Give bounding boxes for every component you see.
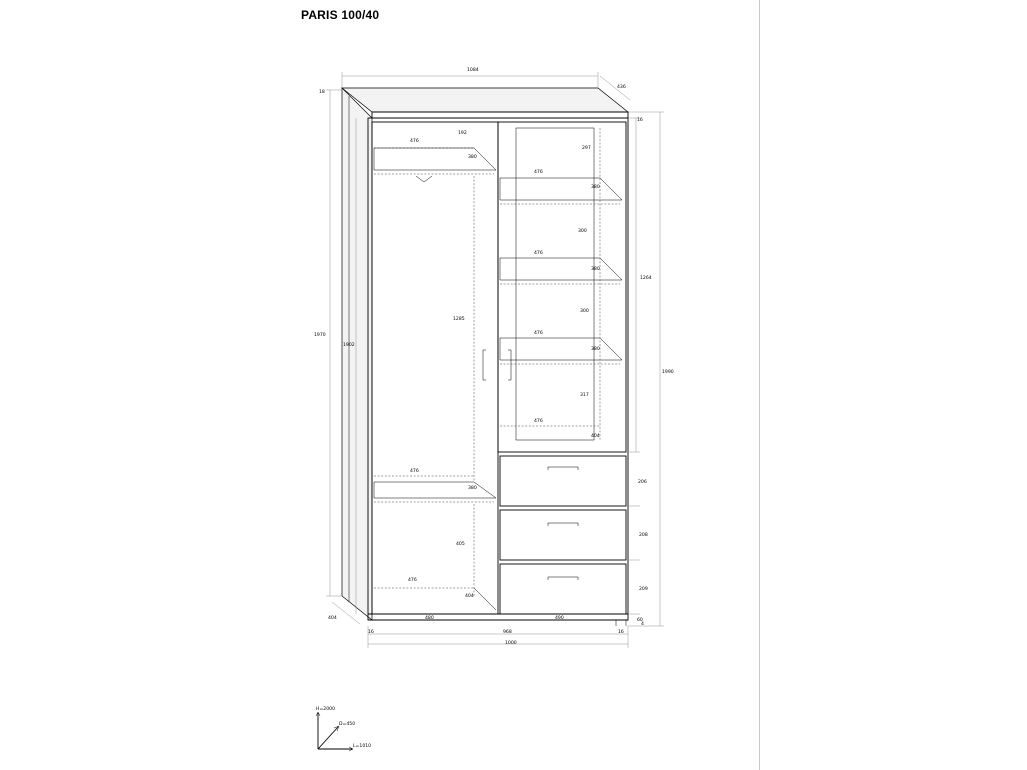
label-left-lower-height: 405 [456, 542, 465, 547]
label-left-mid-shelf-depth: 380 [468, 486, 477, 491]
label-glass-height: 1264 [640, 276, 652, 281]
left-top-shelf [374, 148, 496, 170]
top-panel-front [372, 112, 628, 118]
label-outer-width: 1000 [505, 641, 517, 646]
label-left-bottom-offset: 16 [368, 630, 374, 635]
label-drawer-1-height: 206 [638, 480, 647, 485]
label-left-bottom-shelf-depth: 404 [465, 594, 474, 599]
label-top-depth: 436 [617, 85, 626, 90]
label-axis-height: H=2000 [316, 707, 335, 712]
drawer-2-handle [548, 523, 578, 526]
label-left-top-shelf-depth: 380 [468, 155, 477, 160]
left-door [372, 122, 498, 614]
label-left-hanging-height: 1285 [453, 317, 465, 322]
label-left-half-width: 480 [425, 616, 434, 621]
label-right-shelf-4-depth: 404 [591, 434, 600, 439]
label-drawer-3-height: 209 [639, 587, 648, 592]
label-axis-depth: D=450 [339, 722, 356, 727]
top-panel [342, 88, 628, 112]
left-bottom-diagonal [474, 588, 496, 610]
label-total-height-left: 1970 [314, 333, 326, 338]
label-left-bottom-shelf-width: 476 [408, 578, 417, 583]
right-shelf-3 [500, 338, 622, 360]
right-shelf-1 [500, 178, 622, 200]
label-right-gap-2: 300 [578, 229, 587, 234]
drawer-3 [500, 564, 626, 614]
label-right-shelf-2-depth: 380 [591, 267, 600, 272]
left-door-handle [483, 350, 486, 380]
glass-door-handle [508, 350, 511, 380]
drawer-1 [500, 456, 626, 506]
label-bottom-depth: 404 [328, 616, 337, 621]
drawer-1-handle [548, 467, 578, 470]
label-right-shelf-3-width: 476 [534, 331, 543, 336]
label-left-mid-shelf-width: 476 [410, 469, 419, 474]
label-left-top-gap: 192 [458, 131, 467, 136]
label-right-shelf-1-width: 476 [534, 170, 543, 175]
label-right-shelf-1-depth: 380 [591, 185, 600, 190]
glass-door [498, 122, 626, 452]
label-right-shelf-3-depth: 380 [591, 347, 600, 352]
label-right-shelf-2-width: 476 [534, 251, 543, 256]
label-top-width: 1084 [467, 68, 479, 73]
drawer-2 [500, 510, 626, 560]
label-right-half-width: 490 [555, 616, 564, 621]
label-drawer-2-height: 208 [639, 533, 648, 538]
label-plinth-extra: 4 [641, 622, 644, 627]
label-plinth-height: 60 [637, 618, 643, 623]
label-axis-length: L=1010 [353, 744, 372, 749]
label-top-thickness: 18 [319, 90, 325, 95]
right-shelf-2 [500, 258, 622, 280]
label-left-top-shelf-width: 476 [410, 139, 419, 144]
product-title: PARIS 100/40 [301, 8, 380, 22]
label-inner-height: 1902 [343, 343, 355, 348]
left-side-panel [342, 88, 372, 620]
label-total-height-right: 1990 [662, 370, 674, 375]
hanger-rail [416, 176, 432, 182]
drawer-3-handle [548, 577, 578, 580]
label-inner-width: 968 [503, 630, 512, 635]
left-mid-shelf [374, 482, 496, 498]
label-right-shelf-4-width: 476 [534, 419, 543, 424]
depth-axis [318, 727, 338, 749]
axis-legend [316, 706, 371, 751]
label-right-gap-1: 297 [582, 146, 591, 151]
label-right-bottom-offset: 16 [618, 630, 624, 635]
label-right-gap-4: 317 [580, 393, 589, 398]
label-right-gap-3: 300 [580, 309, 589, 314]
label-right-top-thickness: 16 [637, 118, 643, 123]
